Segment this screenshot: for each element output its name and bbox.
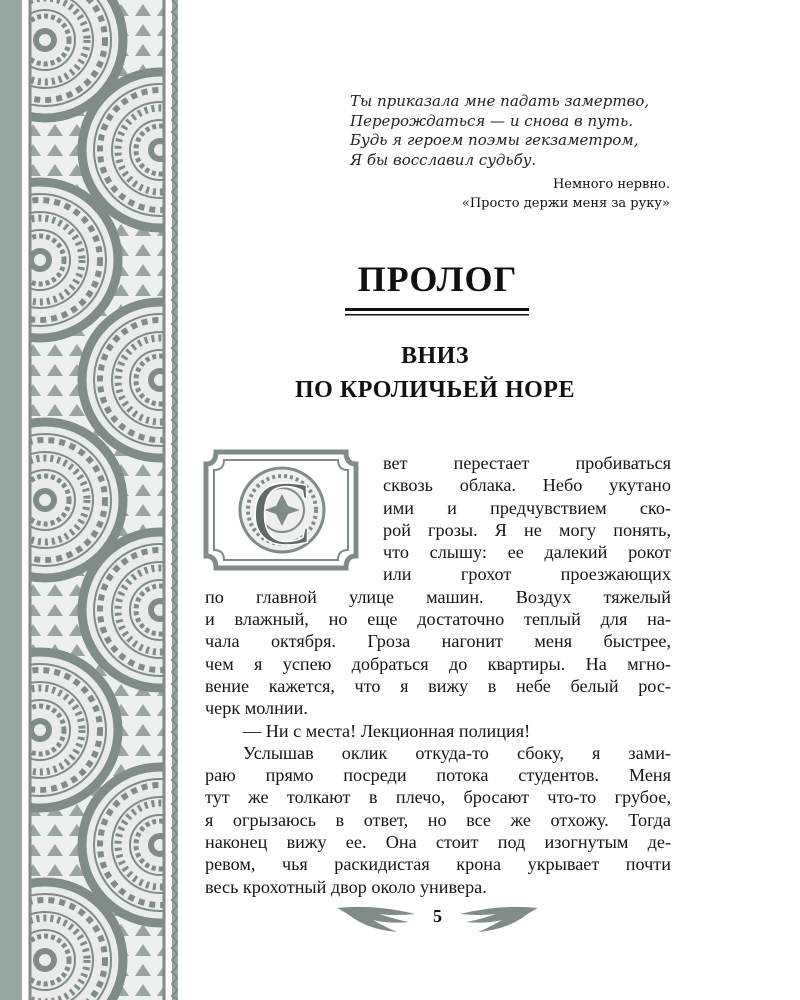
title-double-rule [345, 306, 529, 318]
chapter-title: ПРОЛОГ [357, 259, 518, 299]
drop-cap-letter: С [251, 462, 313, 564]
epigraph-line: Ты приказала мне падать замертво, [350, 92, 650, 110]
text-line: вение кажется, что я вижу в небе белый рос- [205, 675, 671, 696]
text-line: или грохот проезжающих [383, 564, 671, 585]
epigraph-source-work: «Просто держи меня за руку» [461, 196, 670, 211]
epigraph-line: Я бы восславил судьбу. [350, 150, 537, 169]
text-line: раю прямо посреди потока студентов. Меня [205, 765, 671, 786]
text-line: черк молнии. [205, 698, 308, 719]
text-line: рой грозы. Я не могу понять, [383, 519, 671, 540]
dialogue-line: — Ни с места! Лекционная полиция! [243, 720, 531, 741]
text-line: наконец вижу ее. Она стоит под изогнутым де- [205, 832, 671, 853]
epigraph-line: Будь я героем поэмы гекзаметром, [350, 131, 639, 149]
text-line: и влажный, но еще достаточно теплый для на- [205, 609, 671, 630]
text-line: тут же толкают в плечо, бросают что-то грубое, [205, 787, 671, 808]
text-line: сквозь облака. Небо укутано [383, 475, 671, 496]
epigraph-source-title: Немного нервно. [552, 177, 670, 192]
text-line: я огрызаюсь в ответ, но все же отхожу. Тогда [205, 809, 671, 830]
text-line: по главной улице машин. Воздух тяжелый [205, 586, 671, 607]
ornamental-border [0, 0, 178, 1000]
subtitle-line: ВНИЗ [400, 343, 469, 369]
page-number: 5 [433, 906, 442, 926]
text-line: что слышу: ее далекий рокот [383, 542, 671, 563]
text-line: ревом, чья раскидистая крона укрывает почти [205, 854, 671, 875]
body-text [205, 452, 671, 898]
page-footer [335, 900, 540, 936]
text-line: чем я успею добраться до квартиры. На мгно- [205, 653, 671, 674]
text-line: чала октября. Гроза нагонит меня быстрее, [205, 631, 671, 652]
text-line: ими и предчувствием ско- [383, 497, 671, 518]
epigraph-line: Перерождаться — и снова в путь. [350, 111, 634, 130]
chapter-subtitle [230, 339, 640, 407]
epigraph [350, 92, 670, 213]
subtitle-line: ПО КРОЛИЧЬЕЙ НОРЕ [295, 377, 575, 403]
text-line: весь крохотный двор около универа. [205, 876, 487, 897]
text-line: Услышав оклик откуда-то сбоку, я зами- [243, 742, 671, 763]
text-line: вет перестает пробиваться [383, 453, 671, 473]
